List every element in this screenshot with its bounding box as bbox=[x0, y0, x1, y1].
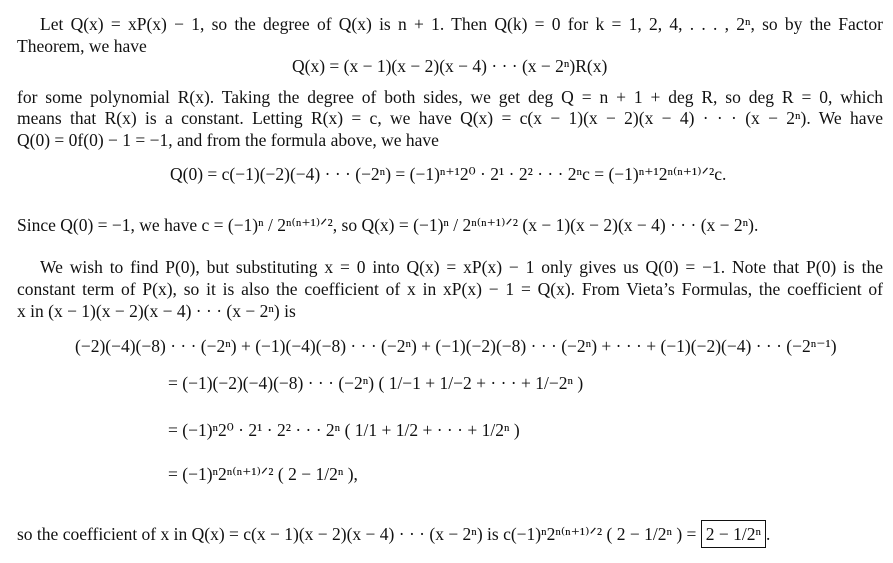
derivation-row-3: = (−1)ⁿ2⁰ · 2¹ · 2² · · · 2ⁿ ( 1/1 + 1/2 + · · · + 1/2ⁿ ) bbox=[168, 420, 520, 440]
answer-box: 2 − 1/2ⁿ bbox=[701, 520, 766, 548]
para1-line2: Theorem, we have bbox=[17, 36, 147, 56]
conclusion-period: . bbox=[766, 524, 771, 544]
equation-q-zero: Q(0) = c(−1)(−2)(−4) · · · (−2ⁿ) = (−1)ⁿ⁺¹2⁰ · 2¹ · 2² · · · 2ⁿc = (−1)ⁿ⁺¹2ⁿ⁽ⁿ⁺¹⁾ᐟ²c. bbox=[170, 164, 727, 184]
para2-line3: Q(0) = 0f(0) − 1 = −1, and from the formula above, we have bbox=[17, 130, 439, 150]
conclusion bbox=[17, 520, 770, 548]
equation-c-value: Since Q(0) = −1, we have c = (−1)ⁿ / 2ⁿ⁽ⁿ⁺¹⁾ᐟ², so Q(x) = (−1)ⁿ / 2ⁿ⁽ⁿ⁺¹⁾ᐟ² (x − 1)(x − 2)(x − 4) · · · (x − 2ⁿ). bbox=[17, 215, 759, 235]
derivation-row-4: = (−1)ⁿ2ⁿ⁽ⁿ⁺¹⁾ᐟ² ( 2 − 1/2ⁿ ), bbox=[168, 464, 358, 484]
para2-line1: for some polynomial R(x). Taking the degree of both sides, we get deg Q = n + 1 + deg R, so deg R = 0, which bbox=[17, 87, 883, 107]
para3-line2: constant term of P(x), so it is also the coefficient of x in xP(x) − 1 = Q(x). From Vieta’s Formulas, the coefficient of bbox=[17, 279, 883, 299]
para3-line3: x in (x − 1)(x − 2)(x − 4) · · · (x − 2ⁿ) is bbox=[17, 301, 296, 321]
derivation-row-1: (−2)(−4)(−8) · · · (−2ⁿ) + (−1)(−4)(−8) · · · (−2ⁿ) + (−1)(−2)(−8) · · · (−2ⁿ) + · · · + (−1)(−2)(−4) · · · (−2ⁿ⁻¹) bbox=[75, 336, 837, 356]
equation-q-factored: Q(x) = (x − 1)(x − 2)(x − 4) · · · (x − 2ⁿ)R(x) bbox=[292, 56, 608, 76]
derivation-row-2: = (−1)(−2)(−4)(−8) · · · (−2ⁿ) ( 1/−1 + 1/−2 + · · · + 1/−2ⁿ ) bbox=[168, 373, 584, 393]
conclusion-text: so the coefficient of x in Q(x) = c(x − 1)(x − 2)(x − 4) · · · (x − 2ⁿ) is c(−1)ⁿ2ⁿ⁽ⁿ⁺¹⁾ᐟ² ( 2 − 1/2ⁿ ) = bbox=[17, 524, 697, 544]
para3-line1: We wish to find P(0), but substituting x = 0 into Q(x) = xP(x) − 1 only gives us Q(0) = −1. Note that P(0) is the bbox=[40, 257, 883, 277]
para2-line2: means that R(x) is a constant. Letting R(x) = c, we have Q(x) = c(x − 1)(x − 2)(x − 4) · · · (x − 2ⁿ). We have bbox=[17, 108, 883, 128]
para1-line1: Let Q(x) = xP(x) − 1, so the degree of Q(x) is n + 1. Then Q(k) = 0 for k = 1, 2, 4, . . . , 2ⁿ, so by the Factor bbox=[40, 14, 883, 34]
